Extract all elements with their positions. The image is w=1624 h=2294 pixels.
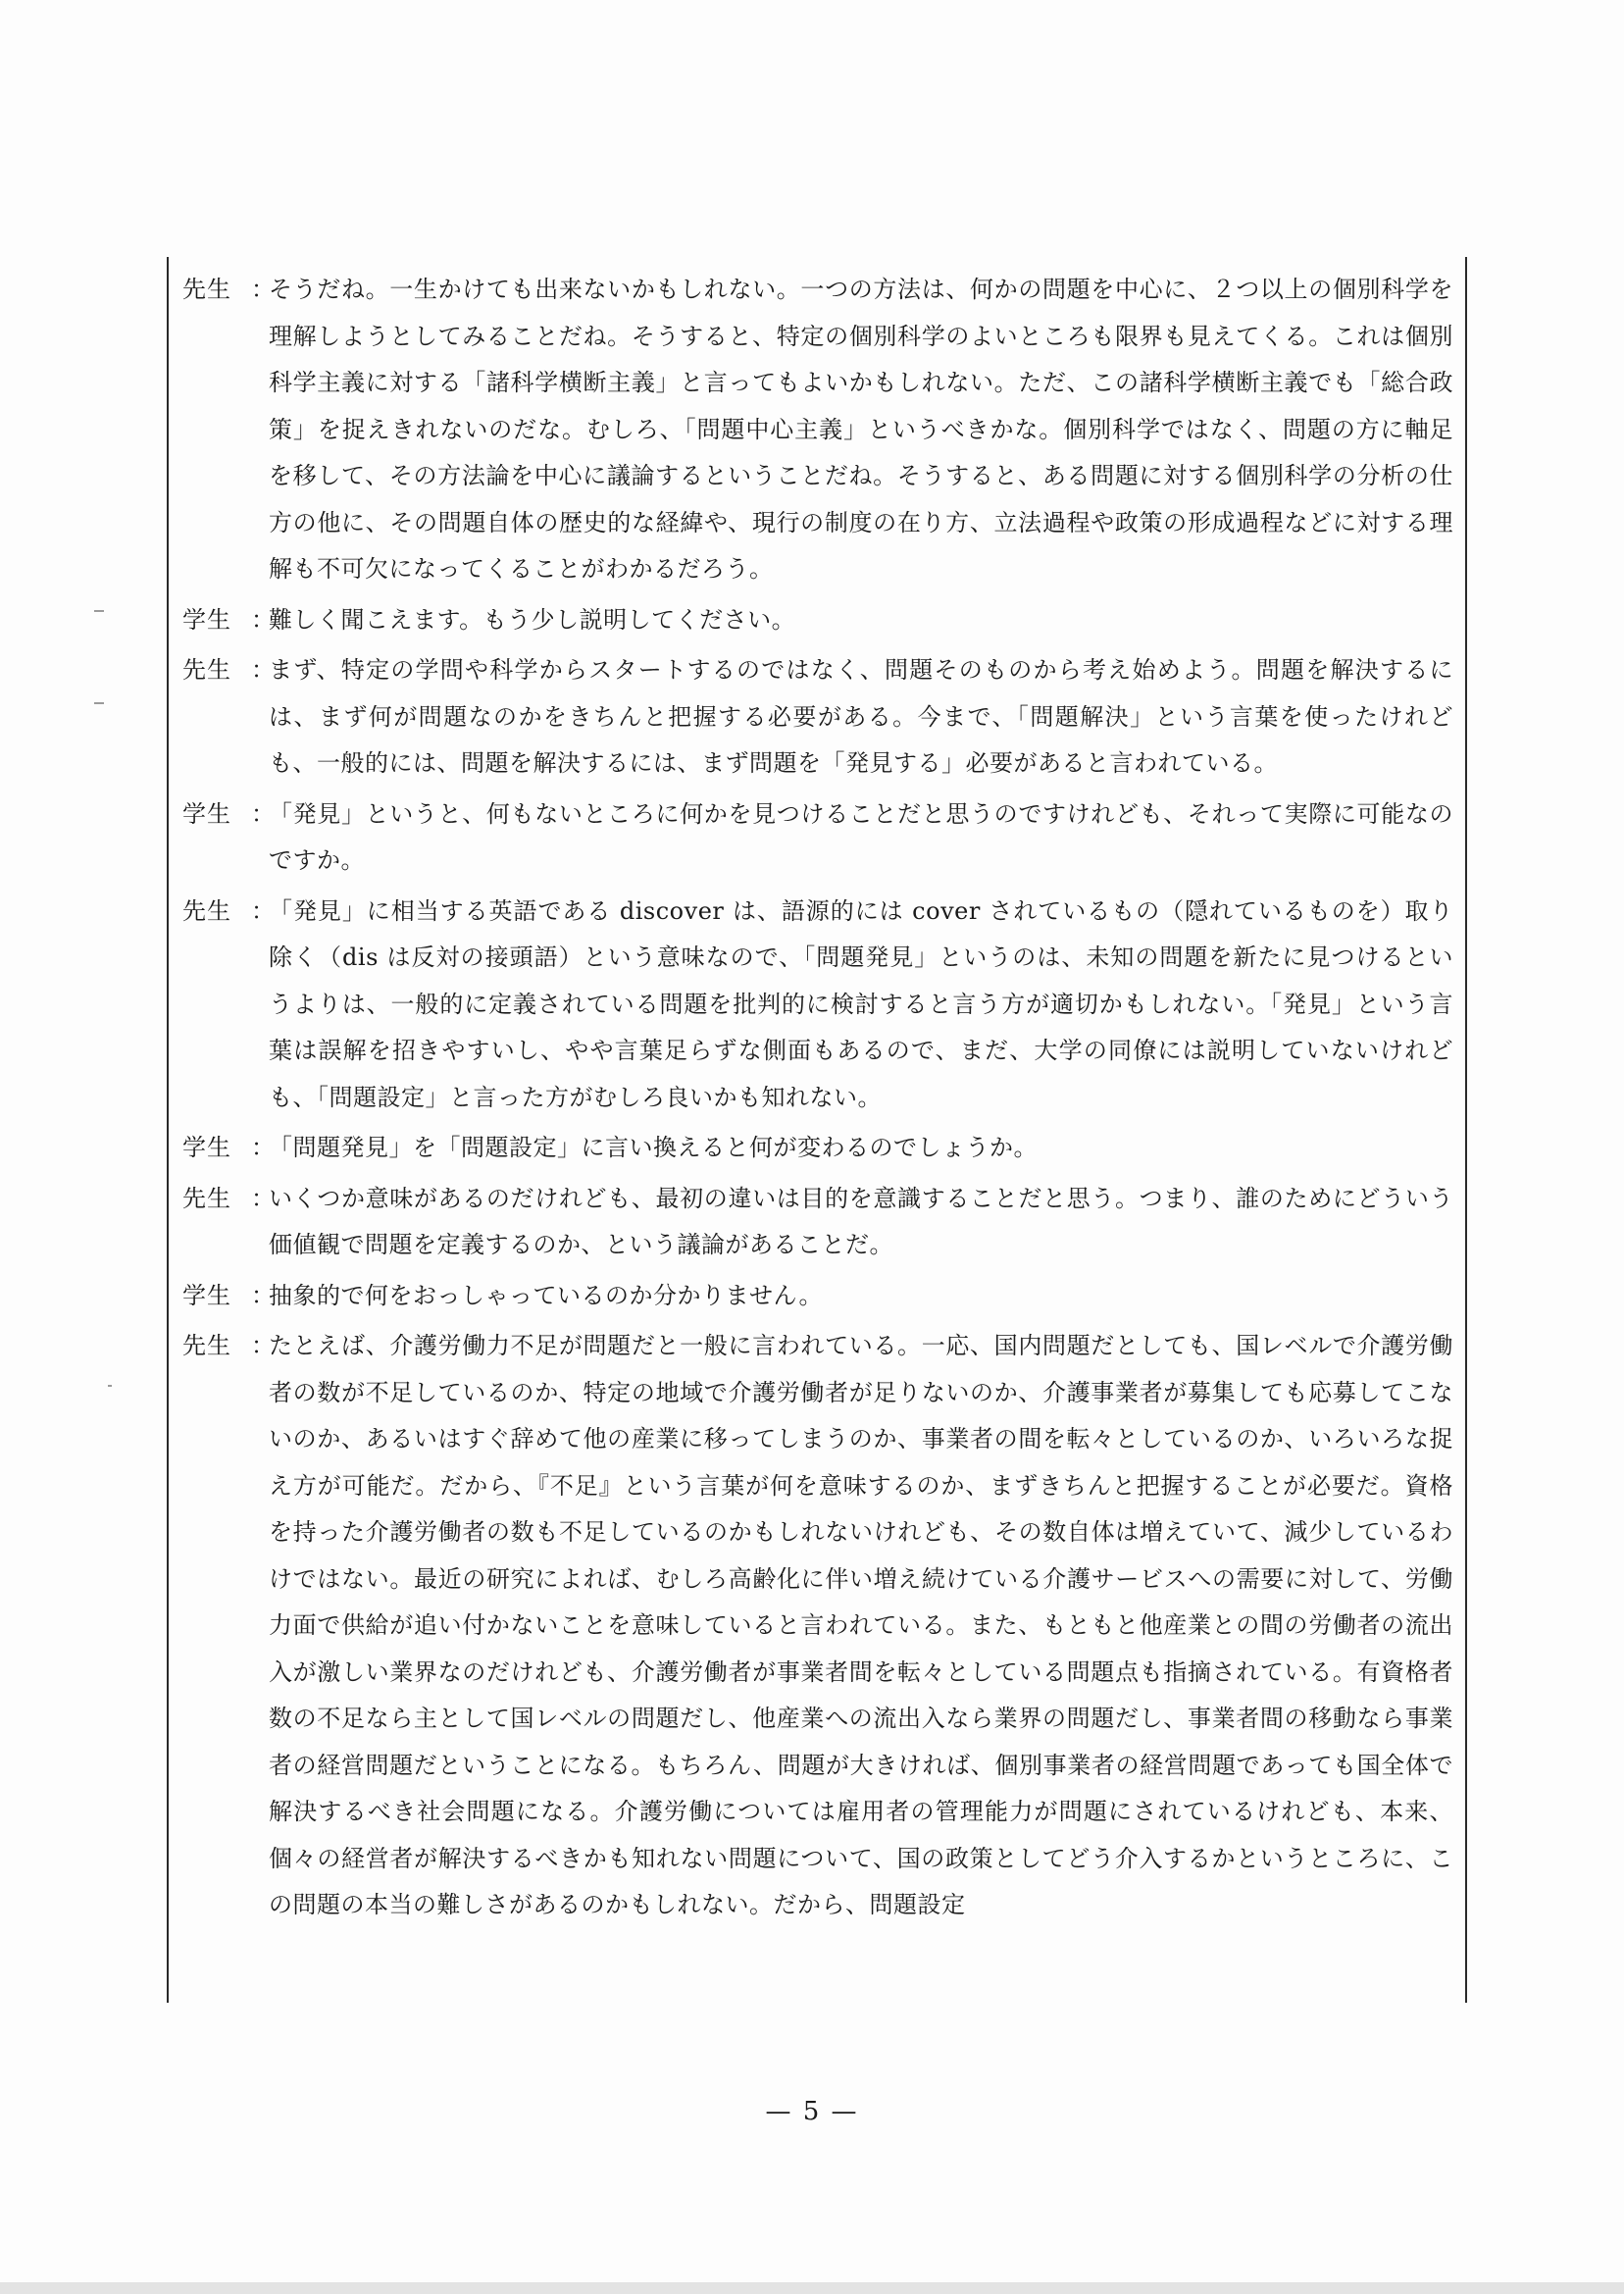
- dialogue-turn: [182, 597, 1453, 644]
- scan-edge: [0, 2282, 1624, 2294]
- speech-text: いくつか意味があるのだけれども、最初の違いは目的を意識することだと思う。つまり、誰のためにどういう価値観で問題を定義するのか、という議論があることだ。: [269, 1184, 1453, 1258]
- speaker-label: 学生: [182, 1281, 231, 1309]
- dialogue-turn: [182, 1176, 1453, 1269]
- scan-mark: [94, 610, 104, 612]
- speaker-label: 学生: [182, 1134, 231, 1161]
- speaker-colon: ：: [251, 1281, 275, 1309]
- speaker-label: 先生: [182, 1184, 231, 1212]
- speaker-colon: ：: [251, 1184, 275, 1212]
- speaker-label: 先生: [182, 896, 231, 925]
- speaker-label: 学生: [182, 799, 231, 828]
- dialogue-turn: [182, 1125, 1453, 1172]
- speech-text: そうだね。一生かけても出来ないかもしれない。一つの方法は、何かの問題を中心に、２つ以上の個別科学を理解しようとしてみることだね。そうすると、特定の個別科学のよいところも限界も見えてくる。これは個別科学主義に対する「諸科学横断主義」と言ってもよいかもしれない。ただ、この諸科学横断主義でも「総合政策」を捉えきれないのだな。むしろ、「問題中心主義」というべきかな。個別科学ではなく、問題の方に軸足を移して、その方法論を中心に議論するということだね。そうすると、ある問題に対する個別科学の分析の仕方の他に、その問題自体の歴史的な経緯や、現行の制度の在り方、立法過程や政策の形成過程などに対する理解も不可欠になってくることがわかるだろう。: [269, 276, 1453, 583]
- speech-text: 「問題発見」を「問題設定」に言い換えると何が変わるのでしょうか。: [269, 1134, 1038, 1161]
- speech-text: まず、特定の学問や科学からスタートするのではなく、問題そのものから考え始めよう。問題を解決するには、まず何が問題なのかをきちんと把握する必要がある。今まで、「問題解決」という言葉を使ったけれども、一般的には、問題を解決するには、まず問題を「発見する」必要があると言われている。: [269, 656, 1453, 777]
- speech-text: 難しく聞こえます。もう少し説明してください。: [269, 605, 796, 634]
- dialogue-turn: [182, 1323, 1453, 1929]
- speaker-label: 先生: [182, 656, 231, 684]
- dialogue-turn: [182, 791, 1453, 885]
- speech-text: 「発見」というと、何もないところに何かを見つけることだと思うのですけれども、それって実際に可能なのですか。: [269, 799, 1453, 874]
- dialogue-turn: [182, 889, 1453, 1122]
- speaker-colon: ：: [251, 276, 275, 303]
- dialogue-body: [182, 267, 1453, 1933]
- speaker-colon: ：: [251, 656, 275, 684]
- speaker-colon: ：: [251, 799, 275, 828]
- speaker-colon: ：: [251, 1332, 275, 1359]
- speaker-label: 先生: [182, 1332, 231, 1359]
- speech-text: 「発見」に相当する英語である discover は、語源的には cover されているもの（隠れているものを）取り除く（dis は反対の接頭語）という意味なので、「問題発見」というのは、未知の問題を新たに見つけるというよりは、一般的に定義されている問題を批判的に検討すると言う方が適切かもしれない。「発見」という言葉は誤解を招きやすいし、やや言葉足らずな側面もあるので、まだ、大学の同僚には説明していないけれども、「問題設定」と言った方がむしろ良いかも知れない。: [269, 896, 1453, 1111]
- speech-text: たとえば、介護労働力不足が問題だと一般に言われている。一応、国内問題だとしても、国レベルで介護労働者の数が不足しているのか、特定の地域で介護労働者が足りないのか、介護事業者が募集しても応募してこないのか、あるいはすぐ辞めて他の産業に移ってしまうのか、事業者の間を転々としているのか、いろいろな捉え方が可能だ。だから、『不足』という言葉が何を意味するのか、まずきちんと把握することが必要だ。資格を持った介護労働者の数も不足しているのかもしれないけれども、その数自体は増えていて、減少しているわけではない。最近の研究によれば、むしろ高齢化に伴い増え続けている介護サービスへの需要に対して、労働力面で供給が追い付かないことを意味していると言われている。また、もともと他産業との間の労働者の流出入が激しい業界なのだけれども、介護労働者が事業者間を転々としている問題点も指摘されている。有資格者数の不足なら主として国レベルの問題だし、他産業への流出入なら業界の問題だし、事業者間の移動なら事業者の経営問題だということになる。もちろん、問題が大きければ、個別事業者の経営問題であっても国全体で解決するべき社会問題になる。介護労働については雇用者の管理能力が問題にされているけれども、本来、個々の経営者が解決するべきかも知れない問題について、国の政策としてどう介入するかというところに、この問題の本当の難しさがあるのかもしれない。だから、問題設定: [269, 1332, 1453, 1918]
- speech-text: 抽象的で何をおっしゃっているのか分かりません。: [269, 1281, 823, 1309]
- dialogue-turn: [182, 1273, 1453, 1320]
- dialogue-turn: [182, 267, 1453, 593]
- speaker-label: 学生: [182, 605, 231, 634]
- speaker-colon: ：: [251, 1134, 275, 1161]
- page-number: — 5 —: [765, 2097, 859, 2126]
- scan-mark: [94, 702, 104, 704]
- speaker-colon: ：: [251, 605, 275, 634]
- dialogue-turn: [182, 647, 1453, 788]
- speaker-label: 先生: [182, 276, 231, 303]
- speaker-colon: ：: [251, 896, 275, 925]
- scan-mark: [108, 1385, 112, 1387]
